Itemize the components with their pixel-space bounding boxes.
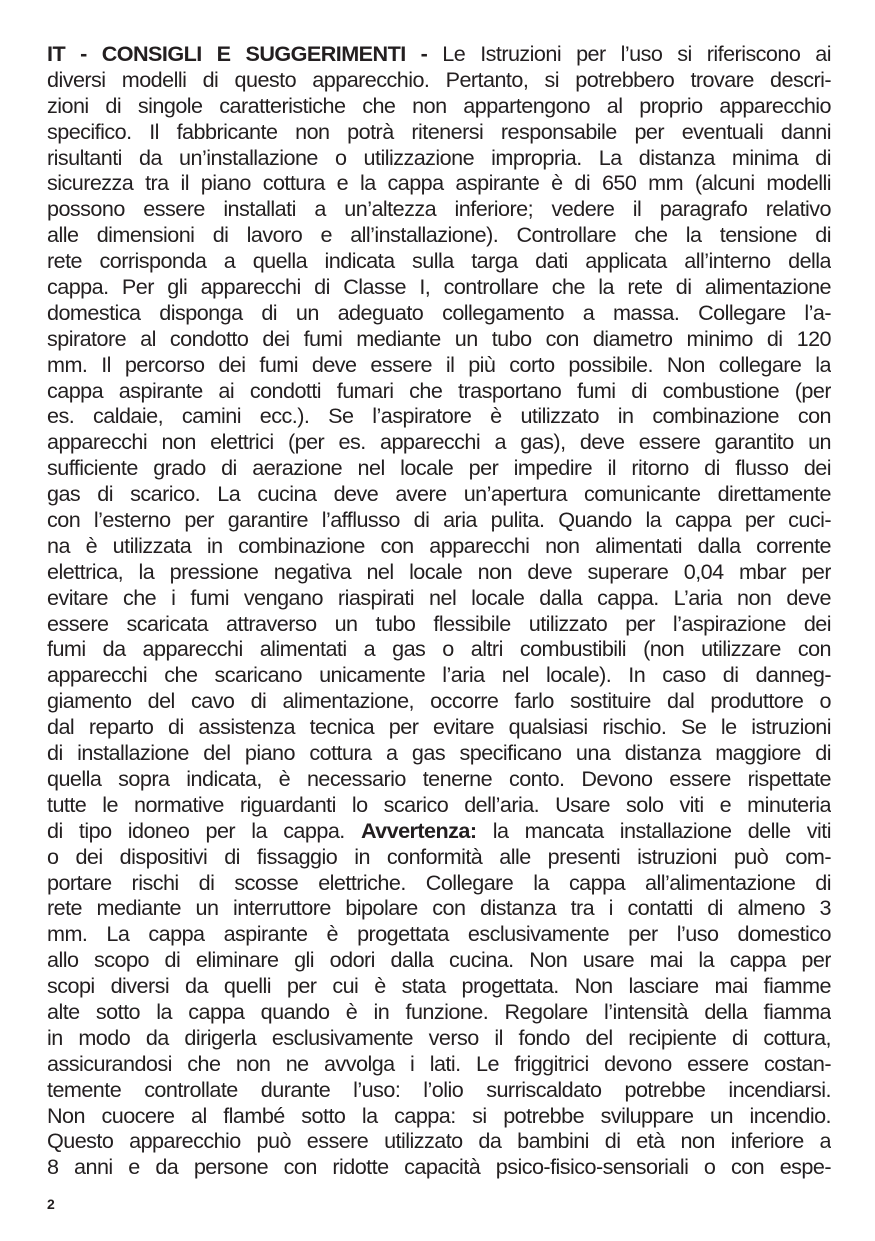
text-line: dal reparto di assistenza tecnica per evitare qualsiasi rischio. Se le istruzioni xyxy=(47,714,831,740)
text-line: sicurezza tra il piano cottura e la cappa aspirante è di 650 mm (alcuni modelli xyxy=(47,170,831,196)
text-line: Non cuocere al flambé sotto la cappa: si potrebbe sviluppare un incendio. xyxy=(47,1102,831,1128)
safety-text xyxy=(47,41,831,1180)
warning-label: Avvertenza: xyxy=(360,817,477,843)
text-line: giamento del cavo di alimentazione, occorre farlo sostituire dal produttore o xyxy=(47,688,831,714)
text-line: spiratore al condotto dei fumi mediante un tubo con diametro minimo di 120 xyxy=(47,325,831,351)
text-line: essere scaricata attraverso un tubo flessibile utilizzato per l’aspirazione dei xyxy=(47,610,831,636)
text-line: mm. Il percorso dei fumi deve essere il più corto possibile. Non collegare la xyxy=(47,351,831,377)
text-line: es. caldaie, camini ecc.). Se l’aspiratore è utilizzato in combinazione con xyxy=(47,403,831,429)
text-line: gas di scarico. La cucina deve avere un’apertura comunicante direttamente xyxy=(47,481,831,507)
text-line: temente controllate durante l’uso: l’olio surriscaldato potrebbe incendiarsi. xyxy=(47,1076,831,1102)
text-line: o dei dispositivi di fissaggio in conformità alle presenti istruzioni può com- xyxy=(47,843,831,869)
text-line: quella sopra indicata, è necessario tenerne conto. Devono essere rispettate xyxy=(47,765,831,791)
warning-suffix: la mancata installazione delle viti xyxy=(476,817,831,843)
text-line: di installazione del piano cottura a gas specificano una distanza maggiore di xyxy=(47,740,831,766)
text-line: zioni di singole caratteristiche che non appartengono al proprio apparecchio xyxy=(47,92,831,118)
text-line: apparecchi non elettrici (per es. apparecchi a gas), deve essere garantito un xyxy=(47,429,831,455)
warning-prefix: di tipo idoneo per la cappa. xyxy=(47,817,361,843)
text-line: specifico. Il fabbricante non potrà ritenersi responsabile per eventuali danni xyxy=(47,118,831,144)
text-line: 8 anni e da persone con ridotte capacità psico-fisico-sensoriali o con espe- xyxy=(47,1154,831,1180)
text-line xyxy=(47,41,831,67)
text-line xyxy=(47,818,831,844)
text-line: rete corrisponda a quella indicata sulla targa dati applicata all’interno della xyxy=(47,248,831,274)
text-line: alle dimensioni di lavoro e all’installazione). Controllare che la tensione di xyxy=(47,222,831,248)
text-line: diversi modelli di questo apparecchio. Pertanto, si potrebbero trovare descri- xyxy=(47,66,831,92)
section-heading: IT - CONSIGLI E SUGGERIMENTI - xyxy=(47,41,428,66)
text-line: elettrica, la pressione negativa nel locale non deve superare 0,04 mbar per xyxy=(47,558,831,584)
text-line: cappa aspirante ai condotti fumari che trasportano fumi di combustione (per xyxy=(47,377,831,403)
text-line: risultanti da un’installazione o utilizzazione impropria. La distanza minima di xyxy=(47,144,831,170)
text-line: in modo da dirigerla esclusivamente verso il fondo del recipiente di cottura, xyxy=(47,1024,831,1050)
text-line: domestica disponga di un adeguato collegamento a massa. Collegare l’a- xyxy=(47,299,831,325)
heading-continuation: Le Istruzioni per l’uso si riferiscono ai xyxy=(427,41,831,66)
page-number: 2 xyxy=(47,1196,55,1212)
text-line: alte sotto la cappa quando è in funzione. Regolare l’intensità della fiamma xyxy=(47,998,831,1024)
text-line: portare rischi di scosse elettriche. Collegare la cappa all’alimentazione di xyxy=(47,869,831,895)
text-line: fumi da apparecchi alimentati a gas o altri combustibili (non utilizzare con xyxy=(47,636,831,662)
text-line: apparecchi che scaricano unicamente l’aria nel locale). In caso di danneg- xyxy=(47,662,831,688)
text-line: mm. La cappa aspirante è progettata esclusivamente per l’uso domestico xyxy=(47,921,831,947)
text-line: cappa. Per gli apparecchi di Classe I, controllare che la rete di alimentazione xyxy=(47,274,831,300)
text-line: sufficiente grado di aerazione nel locale per impedire il ritorno di flusso dei xyxy=(47,455,831,481)
text-line: scopi diversi da quelli per cui è stata progettata. Non lasciare mai fiamme xyxy=(47,973,831,999)
text-line: possono essere installati a un’altezza inferiore; vedere il paragrafo relativo xyxy=(47,196,831,222)
text-line: con l’esterno per garantire l’afflusso di aria pulita. Quando la cappa per cuci- xyxy=(47,507,831,533)
text-line: na è utilizzata in combinazione con apparecchi non alimentati dalla corrente xyxy=(47,532,831,558)
text-line: rete mediante un interruttore bipolare con distanza tra i contatti di almeno 3 xyxy=(47,895,831,921)
text-line: assicurandosi che non ne avvolga i lati. Le friggitrici devono essere costan- xyxy=(47,1050,831,1076)
text-line: allo scopo di eliminare gli odori dalla cucina. Non usare mai la cappa per xyxy=(47,947,831,973)
text-line: Questo apparecchio può essere utilizzato da bambini di età non inferiore a xyxy=(47,1128,831,1154)
text-line: evitare che i fumi vengano riaspirati nel locale dalla cappa. L’aria non deve xyxy=(47,584,831,610)
text-line: tutte le normative riguardanti lo scarico dell’aria. Usare solo viti e minuteria xyxy=(47,791,831,817)
